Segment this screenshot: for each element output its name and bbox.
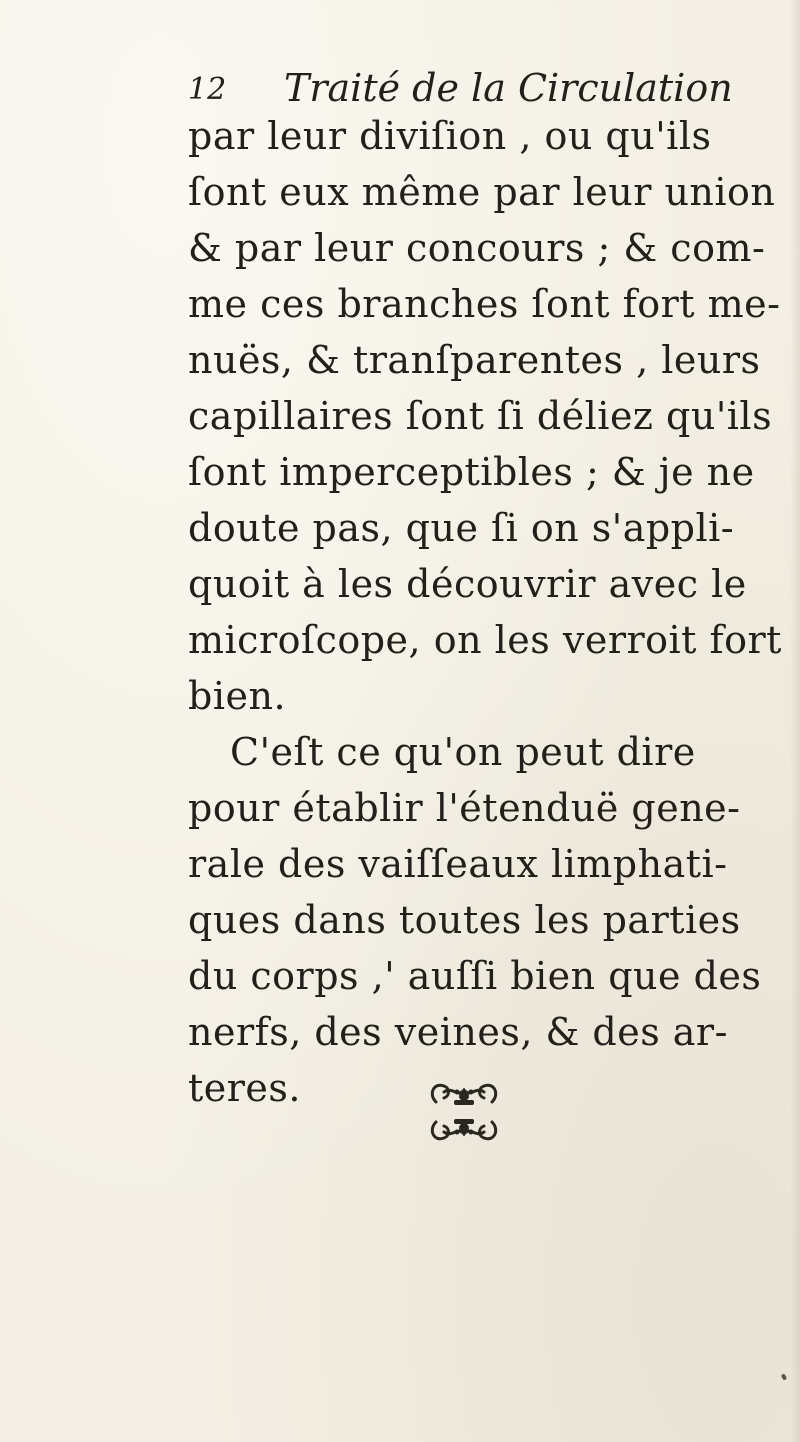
text-line: bien. <box>188 674 287 718</box>
paragraph-first-line: C'eſt ce qu'on peut dire <box>230 730 696 774</box>
text-line: microſcope, on les verroit fort <box>188 618 782 662</box>
text-line: du corps ,' auſſi bien que des <box>188 954 762 998</box>
ink-spot <box>781 1373 787 1380</box>
text-line: nuës, & tranſparentes , leurs <box>188 338 761 382</box>
text-line: ques dans toutes les parties <box>188 898 741 942</box>
text-line: capillaires ſont ſi déliez qu'ils <box>188 394 773 438</box>
text-line: rale des vaiſſeaux limphati- <box>188 842 728 886</box>
fleuron-ornament-icon <box>424 1076 504 1148</box>
text-line: ſont eux même par leur union <box>188 170 776 214</box>
text-line: quoit à les découvrir avec le <box>188 562 747 606</box>
text-line: par leur diviſion , ou qu'ils <box>188 114 712 158</box>
text-line: me ces branches ſont fort me- <box>188 282 781 326</box>
running-title: Traité de la Circulation <box>284 66 733 110</box>
text-line: pour établir l'étenduë gene- <box>188 786 741 830</box>
page-edge-shadow <box>790 0 800 1442</box>
text-line: teres. <box>188 1066 301 1110</box>
body-text <box>188 108 782 1116</box>
text-line: ſont imperceptibles ; & je ne <box>188 450 755 494</box>
text-line: & par leur concours ; & com- <box>188 226 766 270</box>
text-line: nerfs, des veines, & des ar- <box>188 1010 728 1054</box>
text-line: doute pas, que ſi on s'appli- <box>188 506 735 550</box>
page-number: 12 <box>188 72 227 107</box>
